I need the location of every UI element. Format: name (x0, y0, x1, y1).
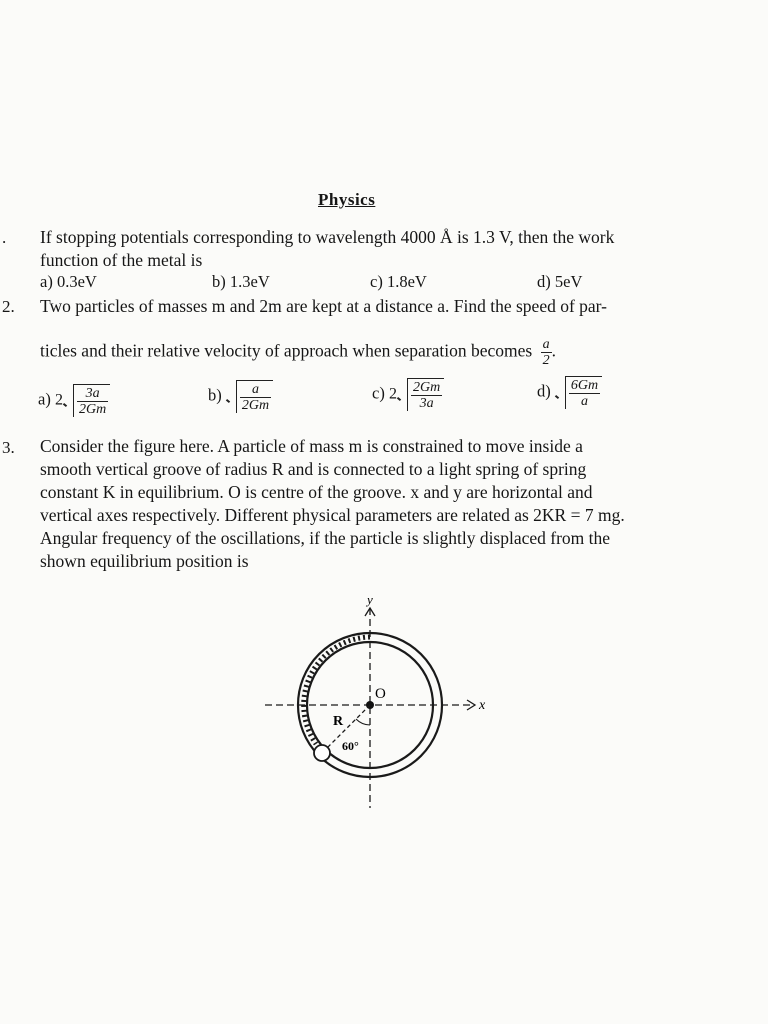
option-coefficient: 2 (388, 385, 397, 403)
question-1-option-d: d) 5eV (537, 272, 583, 291)
question-1-option-c: c) 1.8eV (370, 272, 427, 291)
fraction-denominator: 3a (411, 395, 442, 411)
fraction-denominator: 2 (542, 353, 550, 368)
fraction-numerator: a (542, 337, 550, 352)
fraction-denominator: 2Gm (241, 398, 270, 413)
question-2-fraction (541, 337, 552, 368)
angle-label: 60° (342, 739, 359, 753)
question-3-line-2: smooth vertical groove of radius R and is connected to a light spring of spring (40, 459, 587, 479)
question-1-option-a: a) 0.3eV (40, 272, 97, 291)
question-3-line-3: constant K in equilibrium. O is centre of the groove. x and y are horizontal and (40, 482, 593, 502)
fraction-numerator: 6Gm (570, 378, 599, 393)
fraction-denominator: 2Gm (78, 402, 107, 417)
question-2-option-a (38, 384, 110, 417)
question-1-option-b: b) 1.3eV (212, 272, 270, 291)
centre-label: O (375, 686, 386, 702)
question-1-line-2: function of the metal is (40, 250, 203, 270)
option-label: c) (372, 383, 385, 403)
question-1-line-1: If stopping potentials corresponding to wavelength 4000 Å is 1.3 V, then the work (40, 227, 615, 247)
question-2-option-c (372, 378, 444, 411)
y-axis-label: y (367, 592, 373, 607)
x-axis-label: x (479, 698, 486, 713)
sqrt-symbol (397, 378, 444, 411)
radius-label: R (333, 714, 344, 729)
sqrt-symbol (63, 384, 110, 417)
question-2-line-2: ticles and their relative velocity of approach when separation becomes $\frac{a}{2}$ . (40, 337, 556, 368)
fraction-numerator: a (251, 382, 259, 397)
question-1-number: . (2, 228, 7, 247)
question-3-number: 3. (2, 438, 15, 457)
option-label: d) (537, 381, 551, 401)
angle-arc (356, 719, 370, 725)
option-coefficient: 2 (54, 391, 63, 409)
fraction-denominator: a (569, 393, 600, 409)
question-3-line-4: vertical axes respectively. Different physical parameters are related as 2KR = 7 mg. (40, 505, 625, 525)
question-2-line-2-text: ticles and their relative velocity of approach when separation becomes (40, 340, 533, 361)
question-3-line-5: Angular frequency of the oscillations, if the particle is slightly displaced from the (40, 528, 611, 548)
question-2-number: 2. (2, 297, 15, 316)
sqrt-symbol (555, 376, 602, 409)
question-3-line-1: Consider the figure here. A particle of mass m is constrained to move inside a (40, 436, 583, 456)
question-3-line-6: shown equilibrium position is (40, 551, 249, 571)
question-2-line-1: Two particles of masses m and 2m are kept at a distance a. Find the speed of par- (40, 296, 607, 316)
question-2-option-d (537, 376, 602, 409)
fraction-numerator: 3a (85, 386, 100, 401)
page-title: Physics (318, 190, 376, 209)
option-label: a) (38, 389, 51, 409)
fraction-numerator: 2Gm (412, 380, 441, 395)
groove-figure (255, 588, 515, 818)
sqrt-symbol (226, 380, 273, 413)
particle (314, 745, 330, 761)
question-2-option-b (208, 380, 273, 413)
option-label: b) (208, 385, 222, 405)
